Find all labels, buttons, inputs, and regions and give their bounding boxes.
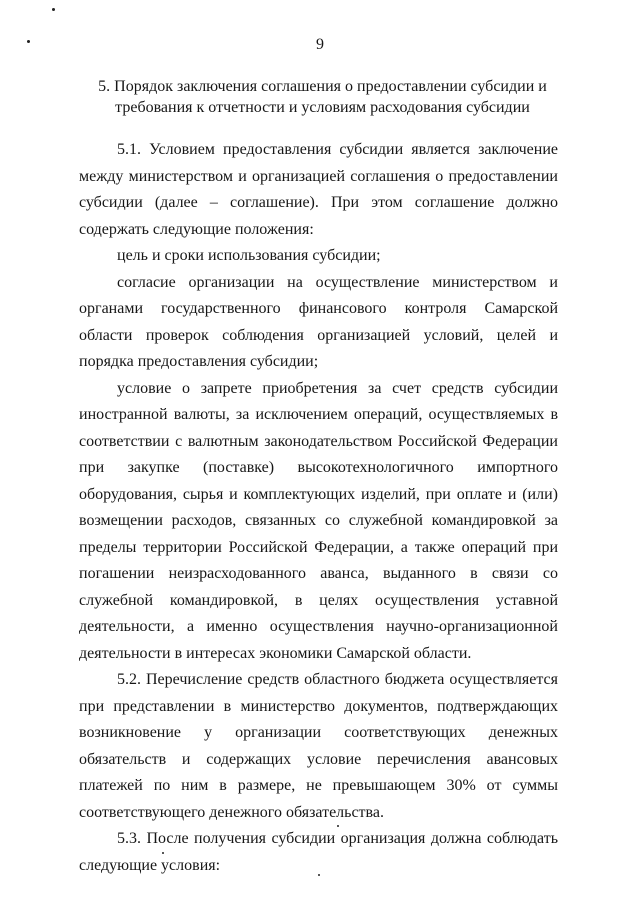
section-heading-line-2: требования к отчетности и условиям расходования субсидии: [115, 99, 530, 116]
section-heading: [80, 76, 565, 118]
list-item-purpose: цель и сроки использования субсидии;: [117, 247, 381, 264]
paragraph-5-2: 5.2. Перечисление средств областного бюджета осуществляется при представлении в министерство документов, подтверждающих возникновение у организации соответствующих денежных обязательств и содержащих условие перечисления авансовых платежей по ним в размере, не превышающем 30% от суммы соответствующего денежного обязательства.: [79, 671, 558, 821]
paragraph-5-3: 5.3. После получения субсидии организация должна соблюдать следующие условия:: [79, 830, 558, 874]
scan-speck: [52, 8, 55, 11]
paragraph-5-1: 5.1. Условием предоставления субсидии является заключение между министерством и организацией соглашения о предоставлении субсидии (далее – соглашение). При этом соглашение должно содержать следующие положения:: [79, 141, 558, 238]
section-heading-line-1: 5. Порядок заключения соглашения о предоставлении субсидии и: [98, 78, 547, 95]
page-number: 9: [316, 36, 324, 53]
list-item-consent: согласие организации на осуществление министерством и органами государственного финансового контроля Самарской области проверок соблюдения организацией условий, целей и порядка предоставления субсидии;: [79, 273, 558, 370]
section-body: [79, 137, 558, 879]
list-item-currency-ban: условие о запрете приобретения за счет средств субсидии иностранной валюты, за исключением операций, осуществляемых в соответствии с валютным законодательством Российской Федерации при закупке (поставке) высокотехнологичного импортного оборудования, сырья и комплектующих изделий, при оплате и (или) возмещении расходов, связанных со служебной командировкой за пределы территории Российской Федерации, а также операций при погашении неизрасходованного аванса, выданного в связи со служебной командировкой, в целях осуществления уставной деятельности, а именно осуществления научно-организационной деятельности в интересах экономики Самарской области.: [79, 379, 558, 662]
